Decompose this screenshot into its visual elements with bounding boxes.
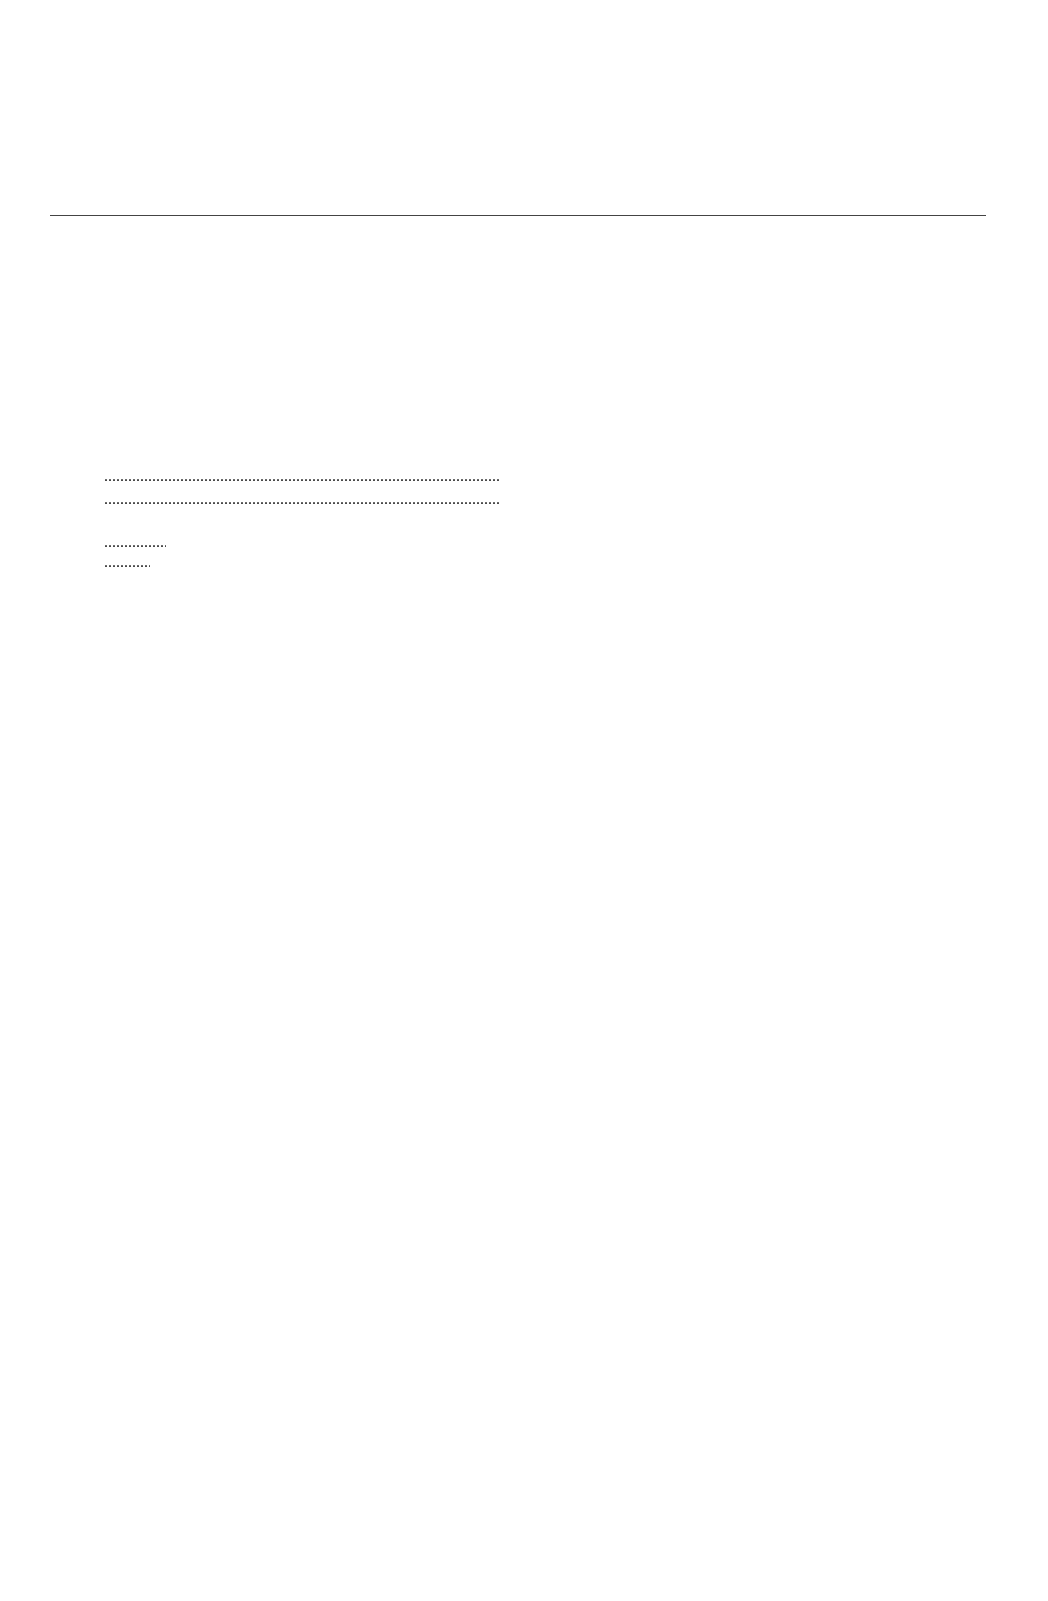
barcode (548, 32, 985, 78)
header-rule (50, 215, 986, 216)
search-cpc-line (154, 553, 505, 573)
search-uspc-line (170, 533, 505, 553)
date-of-patent-row (568, 178, 986, 208)
patent-number-block (568, 148, 986, 208)
patent-number-row (568, 148, 986, 178)
